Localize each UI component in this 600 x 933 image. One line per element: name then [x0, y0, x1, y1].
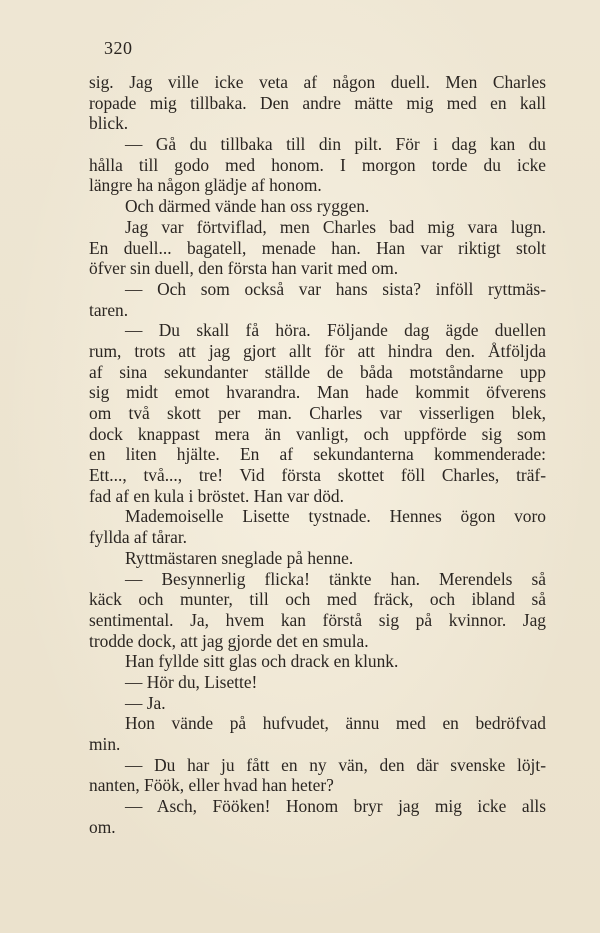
text-line: rum, trots att jag gjort allt för att hindra den. Åtföljda — [89, 340, 546, 361]
text-line: ropade mig tillbaka. Den andre mätte mig med en kall — [89, 92, 546, 113]
text-line: dock knappast mera än vanligt, och uppförde sig som — [89, 423, 546, 444]
text-line: Han fyllde sitt glas och drack en klunk. — [125, 651, 399, 672]
page-number: 320 — [104, 38, 133, 58]
text-line: En duell... bagatell, menade han. Han var riktigt stolt — [89, 237, 546, 258]
text-line: om. — [89, 816, 116, 837]
text-line: — Ja. — [125, 692, 166, 713]
text-line: sig. Jag ville icke veta af någon duell. Men Charles — [89, 72, 546, 92]
text-line: öfver sin duell, den första han varit med om. — [89, 258, 399, 279]
text-line: Hon vände på hufvudet, ännu med en bedröfvad — [125, 713, 546, 734]
text-line: längre ha någon glädje af honom. — [89, 175, 322, 196]
text-line: — Och som också var hans sista? inföll ryttmäs- — [125, 278, 546, 299]
text-line: — Du har ju fått en ny vän, den där svenske löjt- — [125, 754, 546, 775]
text-line: fad af en kula i bröstet. Han var död. — [89, 485, 344, 506]
text-line: hålla till godo med honom. I morgon torde du icke — [89, 154, 546, 175]
text-line: — Hör du, Lisette! — [125, 671, 258, 692]
text-line: taren. — [89, 299, 129, 320]
text-line: Jag var förtviflad, men Charles bad mig vara lugn. — [125, 216, 546, 237]
text-line: sig midt emot hvarandra. Man hade kommit öfverens — [89, 382, 546, 403]
text-line: Ryttmästaren sneglade på henne. — [125, 547, 354, 568]
text-line: Ett..., två..., tre! Vid första skottet föll Charles, träf- — [89, 465, 546, 486]
text-line: — Du skall få höra. Följande dag ägde duellen — [125, 320, 546, 341]
text-line: trodde dock, att jag gjorde det en smula. — [89, 630, 369, 651]
text-line: sentimental. Ja, hvem kan förstå sig på kvinnor. Jag — [89, 609, 546, 630]
text-line: om två skott per man. Charles var visserligen blek, — [89, 403, 546, 423]
text-line: käck och munter, till och med fräck, och ibland så — [89, 589, 546, 610]
body-text — [89, 72, 546, 837]
text-line: min. — [89, 734, 121, 754]
text-line: — Gå du tillbaka till din pilt. För i dag kan du — [125, 134, 546, 155]
text-line: — Besynnerlig flicka! tänkte han. Merendels så — [125, 568, 546, 589]
text-line: Mademoiselle Lisette tystnade. Hennes ögon voro — [125, 506, 546, 527]
text-line: — Asch, Fööken! Honom bryr jag mig icke alls — [125, 796, 546, 817]
text-line: af sina sekundanter ställde de båda motståndarne upp — [89, 361, 546, 382]
text-line: fyllda af tårar. — [89, 527, 188, 548]
text-line: blick. — [89, 113, 129, 134]
text-line: nanten, Föök, eller hvad han heter? — [89, 775, 334, 796]
text-line: en liten hjälte. En af sekundanterna kommenderade: — [89, 444, 546, 465]
text-line: Och därmed vände han oss ryggen. — [125, 196, 370, 217]
